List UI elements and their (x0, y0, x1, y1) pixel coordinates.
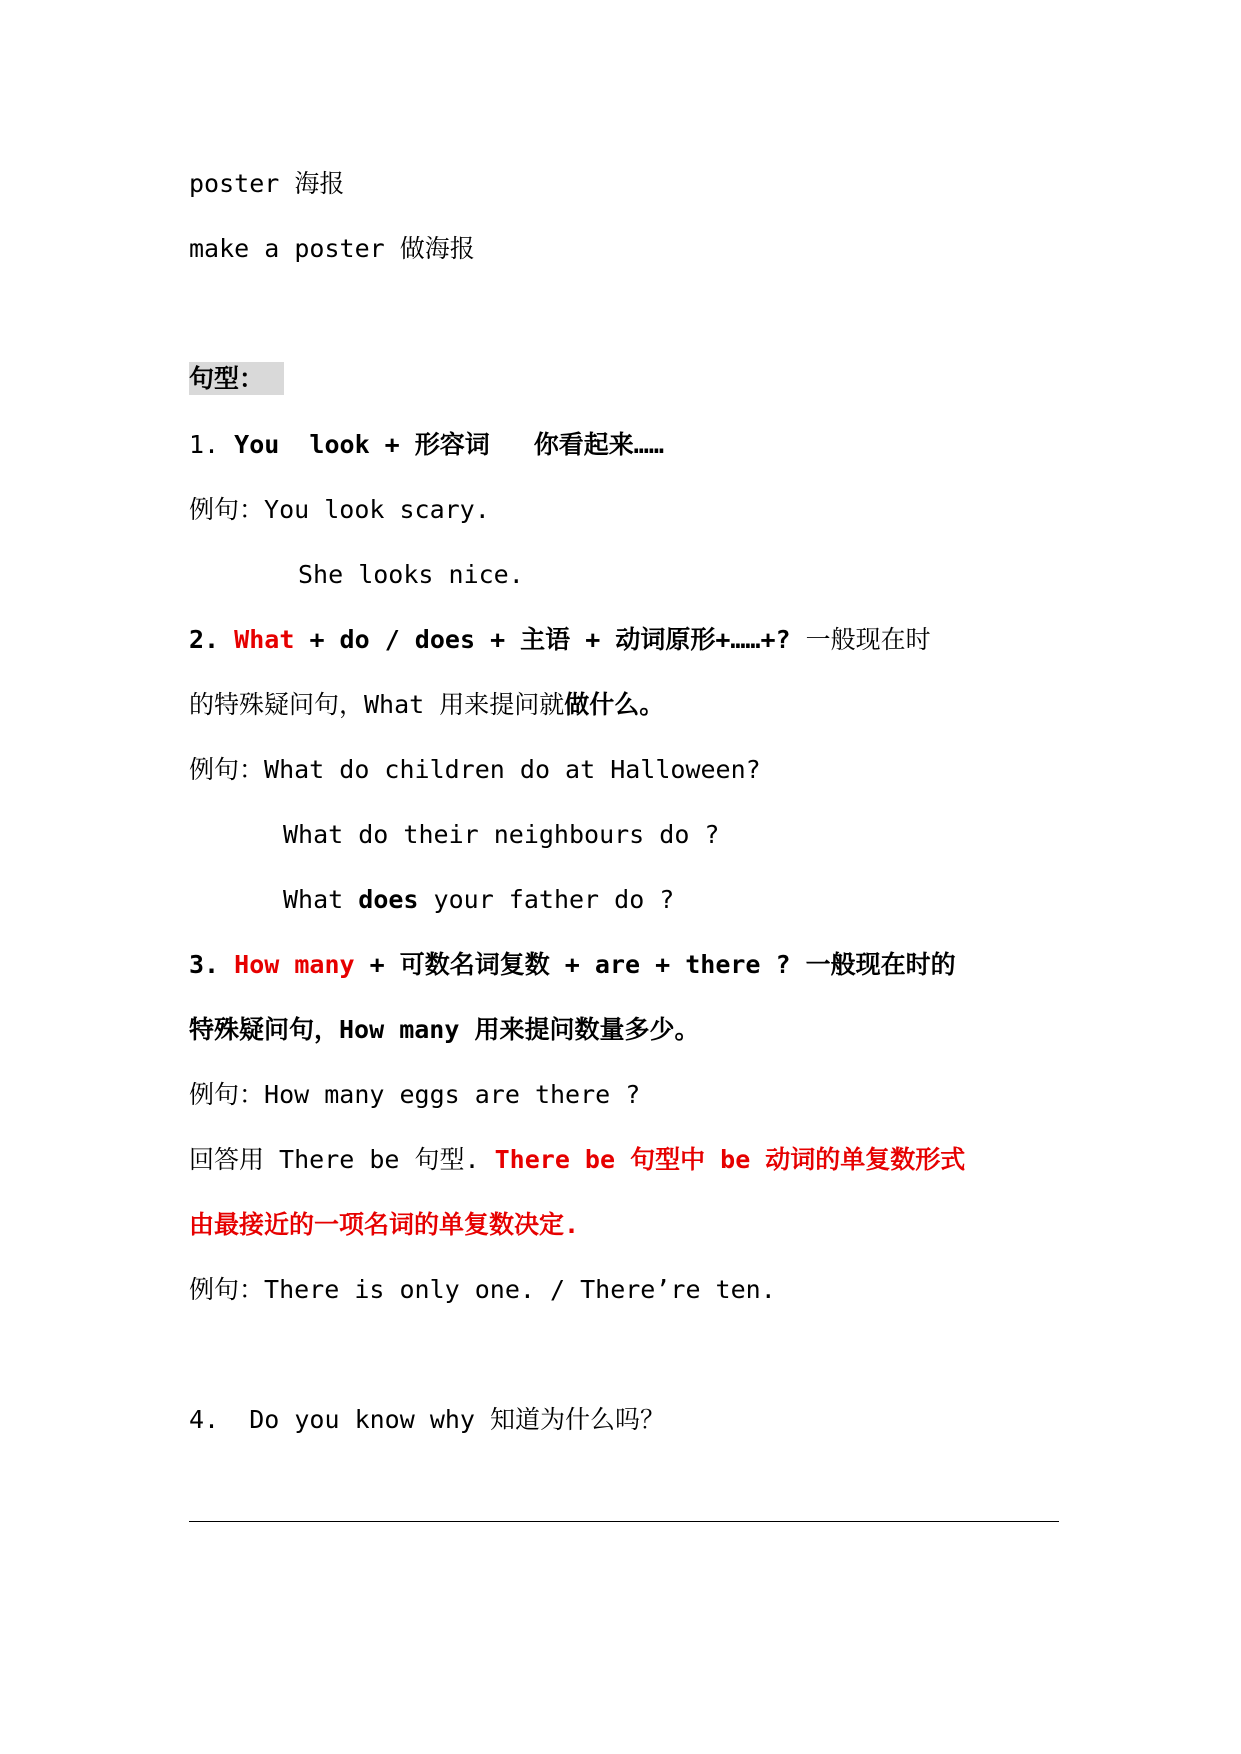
pattern-2-line-2 (189, 687, 1059, 723)
vocab-make-poster: make a poster 做海报 (189, 234, 475, 263)
pattern-3-structure: + 可数名词复数 + are + there ? 一般现在时的 (369, 950, 956, 979)
pattern-2-desc: 的特殊疑问句，What 用来提问就 (189, 690, 565, 719)
pattern-3-number: 3. (189, 950, 220, 979)
answer-intro: 回答用 There be 句型. (189, 1145, 495, 1174)
section-title: 句型： (189, 362, 284, 395)
pattern-2-tail: 一般现在时 (805, 625, 931, 654)
pattern-2-structure: + do / does + 主语 + 动词原形+……+? (309, 625, 791, 654)
example-text-c: your father do ? (418, 885, 675, 914)
example-label: 例句： (189, 495, 265, 524)
pattern-2-example-3 (283, 882, 1153, 918)
example-text: You look scary. (264, 495, 490, 524)
pattern-2-number: 2. (189, 625, 220, 654)
pattern-1-example-1 (189, 492, 1059, 528)
pattern-2-keyword: What (234, 625, 295, 654)
pattern-3-example-1 (189, 1077, 1059, 1113)
example-label: 例句： (189, 755, 265, 784)
pattern-1 (189, 427, 1059, 463)
pattern-3-answer (189, 1142, 1059, 1178)
pattern-1-number: 1. (189, 430, 220, 459)
example-text: There is only one. / There’re ten. (264, 1275, 776, 1304)
answer-rule: There be 句型中 be 动词的单复数形式 (494, 1145, 966, 1174)
pattern-3-example-2 (189, 1272, 1059, 1308)
pattern-4: 4. Do you know why 知道为什么吗？ (189, 1405, 666, 1434)
example-label: 例句： (189, 1275, 265, 1304)
pattern-3-answer-rule-cont: 由最接近的一项名词的单复数决定. (189, 1210, 580, 1239)
vocab-poster: poster 海报 (189, 169, 345, 198)
pattern-3-line-2: 特殊疑问句，How many 用来提问数量多少。 (189, 1015, 700, 1044)
example-label: 例句： (189, 1080, 265, 1109)
pattern-2-example-2: What do their neighbours do ? (283, 820, 720, 849)
example-text: What do children do at Halloween? (264, 755, 761, 784)
example-text-a: What (283, 885, 359, 914)
pattern-1-meaning: 你看起来…… (533, 430, 664, 459)
pattern-3-keyword: How many (234, 950, 355, 979)
pattern-3 (189, 947, 1059, 983)
pattern-2-desc-bold: 做什么。 (564, 690, 665, 719)
example-text-bold: does (358, 885, 419, 914)
pattern-1-example-2: She looks nice. (298, 560, 524, 589)
pattern-2 (189, 622, 1059, 658)
footer-rule (189, 1521, 1059, 1522)
section-title-wrapper (189, 361, 1059, 397)
pattern-1-structure: You look + 形容词 (234, 430, 490, 459)
example-text: How many eggs are there ? (264, 1080, 641, 1109)
pattern-2-example-1 (189, 752, 1059, 788)
